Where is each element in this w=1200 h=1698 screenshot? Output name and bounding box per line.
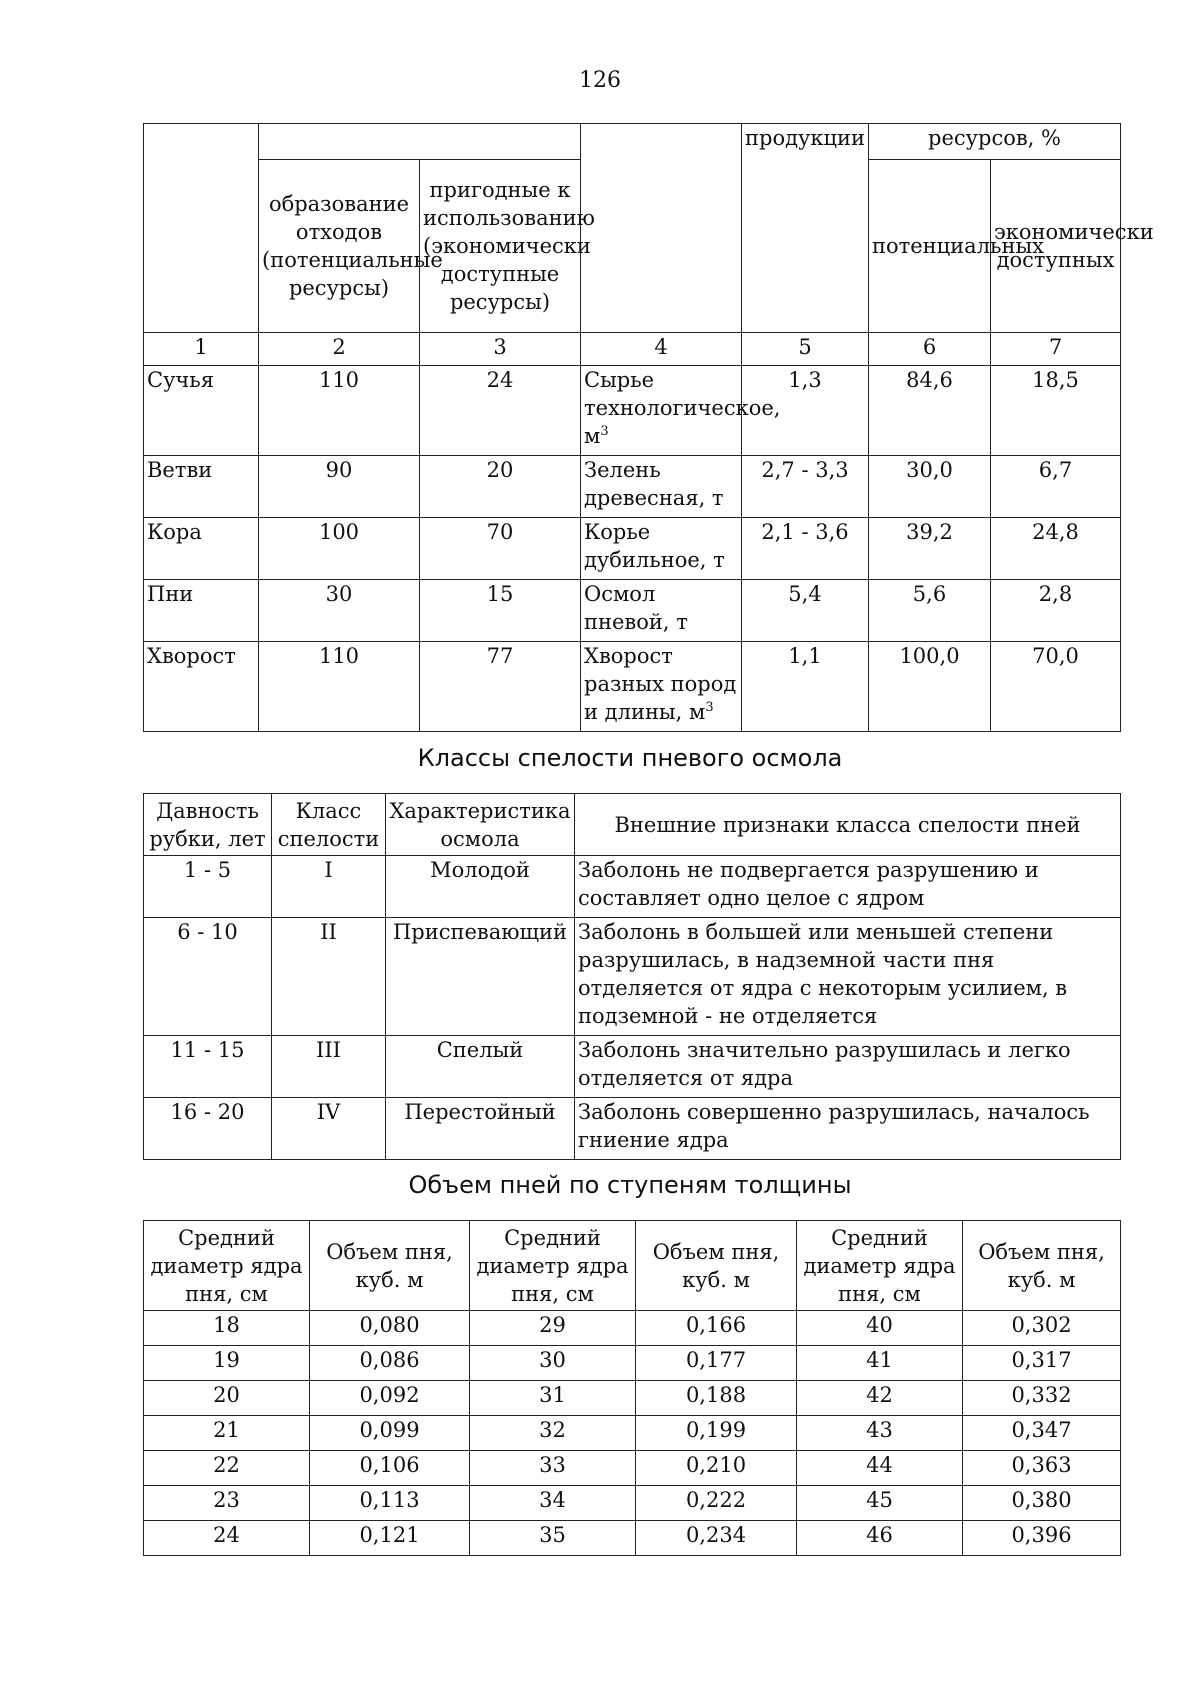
cell-characteristic: Перестойный (386, 1098, 575, 1160)
t1-header-col6: потенциальных (869, 160, 991, 333)
cell-volume: 0,317 (963, 1346, 1121, 1381)
cell-volume: 0,177 (636, 1346, 797, 1381)
table-row (144, 456, 1121, 518)
cell-usable: 24 (420, 366, 581, 456)
cell-diameter: 45 (797, 1486, 963, 1521)
table2-title: Классы спелости пневого осмола (417, 744, 843, 772)
cell-volume: 0,099 (310, 1416, 470, 1451)
cell-product (581, 456, 742, 518)
t1-header-col67: ресурсов, % (869, 124, 1121, 160)
table-row (144, 1311, 1121, 1346)
cell-diameter: 34 (470, 1486, 636, 1521)
cell-potential: 39,2 (869, 518, 991, 580)
cell-volume: 0,302 (963, 1311, 1121, 1346)
cell-volume: 0,234 (636, 1521, 797, 1556)
cell-diameter: 33 (470, 1451, 636, 1486)
product-text: Осмол пневой, т (584, 582, 688, 634)
t2-header-characteristic: Характеристика осмола (386, 794, 575, 856)
cell-name: Сучья (144, 366, 259, 456)
maturity-classes-table (143, 793, 1121, 1160)
table-row (144, 580, 1121, 642)
cell-diameter: 24 (144, 1521, 310, 1556)
stump-volume-table (143, 1220, 1121, 1556)
table-row (144, 1416, 1121, 1451)
cell-name: Ветви (144, 456, 259, 518)
unit-superscript: 3 (705, 700, 714, 715)
waste-resources-table (143, 123, 1154, 732)
cell-diameter: 23 (144, 1486, 310, 1521)
cell-product (581, 580, 742, 642)
cell-potential: 84,6 (869, 366, 991, 456)
cell-available: 2,8 (991, 580, 1121, 642)
table-row (144, 518, 1121, 580)
cell-available: 70,0 (991, 642, 1121, 732)
table-row (144, 1521, 1121, 1556)
cell-diameter: 35 (470, 1521, 636, 1556)
cell-ratio: 2,1 - 3,6 (742, 518, 869, 580)
cell-diameter: 29 (470, 1311, 636, 1346)
cell-usable: 20 (420, 456, 581, 518)
product-text: Корье дубильное, т (584, 520, 725, 572)
cell-diameter: 46 (797, 1521, 963, 1556)
cell-diameter: 31 (470, 1381, 636, 1416)
cell-volume: 0,210 (636, 1451, 797, 1486)
table-row (144, 918, 1121, 1036)
cell-diameter: 19 (144, 1346, 310, 1381)
table-row (144, 1346, 1121, 1381)
cell-ratio: 1,3 (742, 366, 869, 456)
cell-signs: Заболонь совершенно разрушилась, началось гниение ядра (575, 1098, 1121, 1160)
cell-class: IV (272, 1098, 386, 1160)
cell-available: 18,5 (991, 366, 1121, 456)
cell-volume: 0,347 (963, 1416, 1121, 1451)
cell-name: Кора (144, 518, 259, 580)
cell-formed: 30 (259, 580, 420, 642)
cell-product (581, 366, 781, 456)
cell-volume: 0,080 (310, 1311, 470, 1346)
cell-age: 6 - 10 (144, 918, 272, 1036)
table-row (144, 1486, 1121, 1521)
t3-header-volume: Объем пня, куб. м (636, 1221, 797, 1311)
table-row (144, 856, 1121, 918)
t1-column-numbers (144, 333, 1121, 366)
col-number: 2 (259, 333, 420, 366)
cell-diameter: 42 (797, 1381, 963, 1416)
table-row (144, 1036, 1121, 1098)
cell-diameter: 40 (797, 1311, 963, 1346)
cell-potential: 5,6 (869, 580, 991, 642)
t1-header-blank-col4 (581, 124, 742, 333)
cell-usable: 15 (420, 580, 581, 642)
cell-age: 16 - 20 (144, 1098, 272, 1160)
cell-diameter: 21 (144, 1416, 310, 1451)
cell-diameter: 32 (470, 1416, 636, 1451)
cell-class: III (272, 1036, 386, 1098)
table-row (144, 1381, 1121, 1416)
cell-volume: 0,396 (963, 1521, 1121, 1556)
cell-diameter: 20 (144, 1381, 310, 1416)
cell-ratio: 1,1 (742, 642, 869, 732)
t2-header-class: Класс спелости (272, 794, 386, 856)
cell-usable: 77 (420, 642, 581, 732)
cell-volume: 0,188 (636, 1381, 797, 1416)
cell-formed: 100 (259, 518, 420, 580)
cell-formed: 110 (259, 366, 420, 456)
table-row (144, 1098, 1121, 1160)
col-number: 6 (869, 333, 991, 366)
product-text: Хворост разных пород и длины, м (584, 644, 737, 724)
page-number: 126 (579, 68, 621, 93)
cell-usable: 70 (420, 518, 581, 580)
cell-diameter: 41 (797, 1346, 963, 1381)
cell-formed: 90 (259, 456, 420, 518)
table-row (144, 366, 1121, 456)
cell-available: 24,8 (991, 518, 1121, 580)
cell-ratio: 2,7 - 3,3 (742, 456, 869, 518)
cell-diameter: 30 (470, 1346, 636, 1381)
cell-volume: 0,363 (963, 1451, 1121, 1486)
unit-superscript: 3 (600, 424, 609, 439)
cell-volume: 0,121 (310, 1521, 470, 1556)
t2-header-age: Давность рубки, лет (144, 794, 272, 856)
table-row (144, 1451, 1121, 1486)
cell-class: II (272, 918, 386, 1036)
cell-signs: Заболонь не подвергается разрушению и составляет одно целое с ядром (575, 856, 1121, 918)
col-number: 7 (991, 333, 1121, 366)
t1-header-col2: образование отходов (потенциальные ресурсы) (259, 160, 420, 333)
cell-available: 6,7 (991, 456, 1121, 518)
table-row (144, 642, 1121, 732)
cell-name: Хворост (144, 642, 259, 732)
cell-volume: 0,113 (310, 1486, 470, 1521)
col-number: 3 (420, 333, 581, 366)
cell-characteristic: Приспевающий (386, 918, 575, 1036)
cell-volume: 0,086 (310, 1346, 470, 1381)
cell-volume: 0,199 (636, 1416, 797, 1451)
table3-title: Объем пней по ступеням толщины (408, 1171, 852, 1199)
t3-header-diameter: Средний диаметр ядра пня, см (144, 1221, 310, 1311)
cell-signs: Заболонь значительно разрушилась и легко отделяется от ядра (575, 1036, 1121, 1098)
cell-diameter: 22 (144, 1451, 310, 1486)
t3-header-volume: Объем пня, куб. м (310, 1221, 470, 1311)
col-number: 4 (581, 333, 742, 366)
cell-age: 1 - 5 (144, 856, 272, 918)
t2-header-signs: Внешние признаки класса спелости пней (575, 794, 1121, 856)
cell-volume: 0,166 (636, 1311, 797, 1346)
t1-header-blank-col23 (259, 124, 581, 160)
cell-volume: 0,332 (963, 1381, 1121, 1416)
cell-diameter: 44 (797, 1451, 963, 1486)
cell-characteristic: Молодой (386, 856, 575, 918)
t1-header-col3: пригодные к использованию (экономически доступные ресурсы) (420, 160, 581, 333)
cell-age: 11 - 15 (144, 1036, 272, 1098)
cell-product (581, 642, 742, 732)
t1-header-blank-col1 (144, 124, 259, 333)
t3-header-volume: Объем пня, куб. м (963, 1221, 1121, 1311)
cell-signs: Заболонь в большей или меньшей степени разрушилась, в надземной части пня отделяется от ядра с некоторым усилием, в подземной - не отделяется (575, 918, 1121, 1036)
t3-header-diameter: Средний диаметр ядра пня, см (470, 1221, 636, 1311)
cell-potential: 30,0 (869, 456, 991, 518)
product-text: Зелень древесная, т (584, 458, 724, 510)
cell-diameter: 18 (144, 1311, 310, 1346)
cell-name: Пни (144, 580, 259, 642)
cell-volume: 0,106 (310, 1451, 470, 1486)
product-text: Сырье технологическое, м (584, 368, 781, 448)
cell-class: I (272, 856, 386, 918)
cell-product (581, 518, 742, 580)
cell-ratio: 5,4 (742, 580, 869, 642)
cell-volume: 0,222 (636, 1486, 797, 1521)
cell-potential: 100,0 (869, 642, 991, 732)
t1-header-col5: продукции (742, 124, 869, 333)
col-number: 1 (144, 333, 259, 366)
cell-formed: 110 (259, 642, 420, 732)
cell-volume: 0,092 (310, 1381, 470, 1416)
col-number: 5 (742, 333, 869, 366)
cell-diameter: 43 (797, 1416, 963, 1451)
cell-volume: 0,380 (963, 1486, 1121, 1521)
t1-header-col7: экономически доступных (991, 160, 1121, 333)
cell-characteristic: Спелый (386, 1036, 575, 1098)
t3-header-diameter: Средний диаметр ядра пня, см (797, 1221, 963, 1311)
